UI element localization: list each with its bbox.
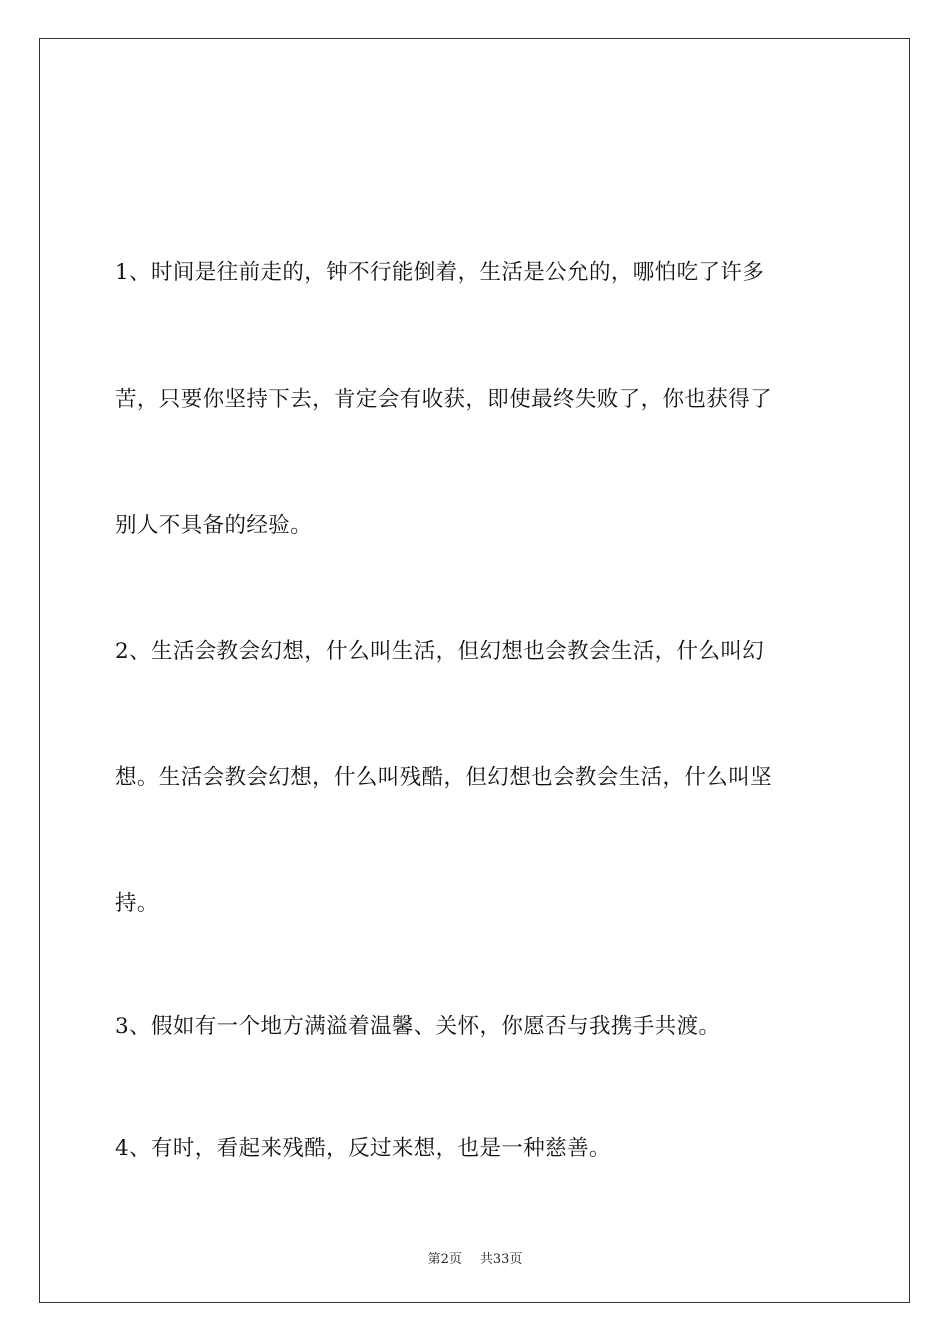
text-line-8: 4、有时，看起来残酷，反过来想，也是一种慈善。 bbox=[115, 1136, 611, 1161]
page-number: 第2页 bbox=[427, 1252, 462, 1267]
page-total: 共33页 bbox=[479, 1252, 523, 1267]
text-line-6: 持。 bbox=[115, 891, 159, 916]
text-line-3: 别人不具备的经验。 bbox=[115, 513, 313, 538]
text-line-2: 苦，只要你坚持下去，肯定会有收获，即使最终失败了，你也获得了 bbox=[115, 387, 773, 412]
page-footer bbox=[0, 1248, 950, 1267]
text-line-5: 想。生活会教会幻想，什么叫残酷，但幻想也会教会生活，什么叫坚 bbox=[115, 765, 773, 790]
text-line-4: 2、生活会教会幻想，什么叫生活，但幻想也会教会生活，什么叫幻 bbox=[115, 639, 765, 664]
text-line-1: 1、时间是往前走的，钟不行能倒着，生活是公允的，哪怕吃了许多 bbox=[115, 260, 765, 285]
page-border bbox=[39, 38, 910, 1303]
text-line-7: 3、假如有一个地方满溢着温馨、关怀，你愿否与我携手共渡。 bbox=[115, 1014, 721, 1039]
